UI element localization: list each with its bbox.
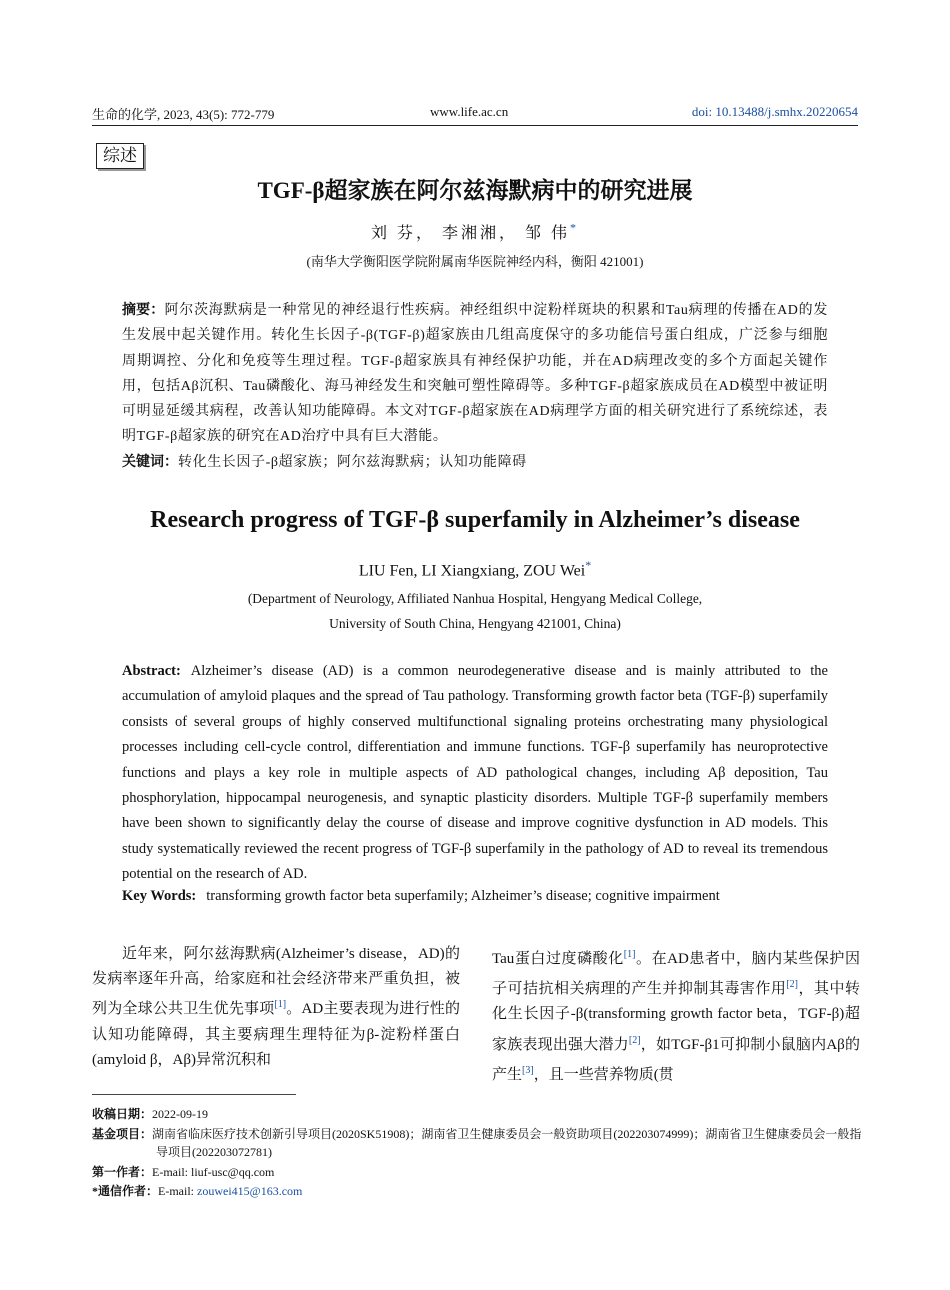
- keywords-chinese-text: 转化生长因子-β超家族；阿尔兹海默病；认知功能障碍: [178, 455, 527, 470]
- first-author-email: E-mail: liuf-usc@qq.com: [152, 1165, 275, 1179]
- citation-ref[interactable]: [1]: [274, 999, 287, 1011]
- affiliation-english-line2: University of South China, Hengyang 421001, China): [329, 616, 621, 631]
- title-english: Research progress of TGF-β superfamily in Alzheimer’s disease: [150, 507, 800, 533]
- affiliation-english-line1: (Department of Neurology, Affiliated Nanhua Hospital, Hengyang Medical College,: [247, 591, 703, 606]
- fund-label: 基金项目：: [92, 1127, 153, 1141]
- abstract-chinese-text: 阿尔茨海默病是一种常见的神经退行性疾病。神经组织中淀粉样斑块的积累和Tau病理的传播在AD的发生发展中起关键作用。转化生长因子-β(TGF-β)超家族由几组高度保守的多功能信号蛋白组成，广泛参与细胞周期调控、分化和免疫等生理过程。TGF-β超家族具有神经保护功能，并在AD病理改变的多个方面起关键作用，包括Aβ沉积、Tau磷酸化、海马神经发生和突触可塑性障碍等。多种TGF-β超家族成员在AD模型中被证明可明显延缓其病程，改善认知功能障碍。本文对TGF-β超家族在AD病理学方面的相关研究进行了系统综述，表明TGF-β超家族的研究在AD治疗中具有巨大潜能。: [122, 303, 828, 445]
- keywords-chinese-label: 关键词：: [122, 455, 178, 470]
- footnote-rule: [92, 1094, 296, 1095]
- section-tag: 综述: [96, 143, 144, 169]
- corresponding-prefix: E-mail:: [158, 1184, 198, 1198]
- abstract-english-text: Alzheimer’s disease (AD) is a common neurodegenerative disease and is mainly attributed to the accumulation of amyloid plaques and the spread of Tau pathology. Transforming growth factor beta (TGF-β) superfamily consists of several groups of highly conserved multifunctional signaling proteins orchestrating many physiological processes including cell-cycle control, differentiation and immune functions. TGF-β superfamily has neuroprotective functions and plays a key role in multiple aspects of AD pathological changes, including Aβ deposition, Tau phosphorylation, hippocampal neurogenesis, and synaptic plasticity disorders. Multiple TGF-β superfamily members have been shown to significantly delay the course of disease and improve cognitive dysfunction in AD models. This study systematically reviewed the recent progress of TGF-β superfamily in the pathology of AD to reveal its tremendous potential on the research of AD.: [122, 663, 828, 883]
- body-right-text-3: ，其中转化生长因子-β(transforming growth factor beta，TGF-β)超家族表现出强大潜力: [492, 981, 860, 1053]
- citation-ref[interactable]: [1]: [623, 949, 636, 960]
- abstract-chinese: [122, 298, 828, 450]
- body-column-left: [92, 942, 460, 1073]
- corresponding-mark: *: [570, 220, 579, 235]
- abstract-chinese-label: 摘要：: [122, 303, 165, 318]
- citation-ref[interactable]: [2]: [628, 1034, 641, 1046]
- body-column-right: [492, 942, 860, 1088]
- footnote-first-author: [92, 1163, 862, 1181]
- doi-link[interactable]: doi: 10.13488/j.smhx.20220654: [691, 104, 858, 119]
- authors-english-names: LIU Fen, LI Xiangxiang, ZOU Wei: [358, 562, 586, 580]
- body-left-text-1: 近年来，阿尔兹海默病(Alzheimer’s disease，AD)的发病率逐年升高，给家庭和社会经济带来严重负担，被列为全球公共卫生优先事项: [92, 946, 460, 1018]
- title-chinese: TGF-β超家族在阿尔兹海默病中的研究进展: [257, 178, 693, 203]
- journal-website[interactable]: www.life.ac.cn: [430, 104, 509, 119]
- footnote-fund: [92, 1125, 862, 1161]
- keywords-chinese: [122, 451, 828, 471]
- body-right-text-2: 。在AD患者中，脑内某些保护因子可拮抗相关病理的产生并抑制其毒害作用: [492, 951, 860, 998]
- citation-ref[interactable]: [2]: [786, 979, 799, 991]
- keywords-english-label: Key Words:: [122, 888, 197, 904]
- fund-text: 湖南省临床医疗技术创新引导项目(2020SK51908)；湖南省卫生健康委员会一般资助项目(202203074999)；湖南省卫生健康委员会一般指导项目(202203072781): [152, 1127, 862, 1159]
- citation-ref[interactable]: [3]: [522, 1064, 534, 1076]
- received-label: 收稿日期：: [92, 1107, 153, 1121]
- journal-citation: 生命的化学, 2023, 43(5): 772-779: [92, 107, 275, 122]
- authors-chinese: [0, 220, 950, 243]
- footnote-received: [92, 1105, 862, 1123]
- body-left-text-2: 。AD主要表现为进行性的认知功能障碍，其主要病理生理特征为β-淀粉样蛋白(amyloid β，Aβ)异常沉积和: [92, 1001, 460, 1068]
- body-right-text-1: Tau蛋白过度磷酸化: [492, 951, 624, 967]
- footnote-corresponding: [92, 1182, 862, 1200]
- corresponding-mark-en: *: [585, 558, 592, 572]
- keywords-english-text: transforming growth factor beta superfamily; Alzheimer’s disease; cognitive impairment: [206, 888, 720, 904]
- received-date: 2022-09-19: [152, 1107, 209, 1121]
- first-author-label: 第一作者：: [92, 1165, 153, 1179]
- affiliation-chinese: (南华大学衡阳医学院附属南华医院神经内科，衡阳 421001): [306, 254, 644, 269]
- body-right-text-5: ，且一些营养物质(贯: [533, 1066, 674, 1083]
- authors-english: [0, 558, 950, 580]
- corresponding-label: *通信作者：: [92, 1184, 159, 1198]
- abstract-english: [122, 659, 828, 888]
- affiliation-english: [0, 586, 950, 636]
- corresponding-email-link[interactable]: zouwei415@163.com: [197, 1184, 303, 1198]
- abstract-english-label: Abstract:: [122, 663, 181, 679]
- header-rule: [92, 125, 858, 126]
- body-right-text-4: ，如TGF-β1可抑制小鼠脑内Aβ的产生: [492, 1036, 860, 1083]
- authors-chinese-names: 刘 芬， 李湘湘， 邹 伟: [370, 225, 570, 242]
- keywords-english: [122, 888, 828, 905]
- running-header: [92, 104, 858, 124]
